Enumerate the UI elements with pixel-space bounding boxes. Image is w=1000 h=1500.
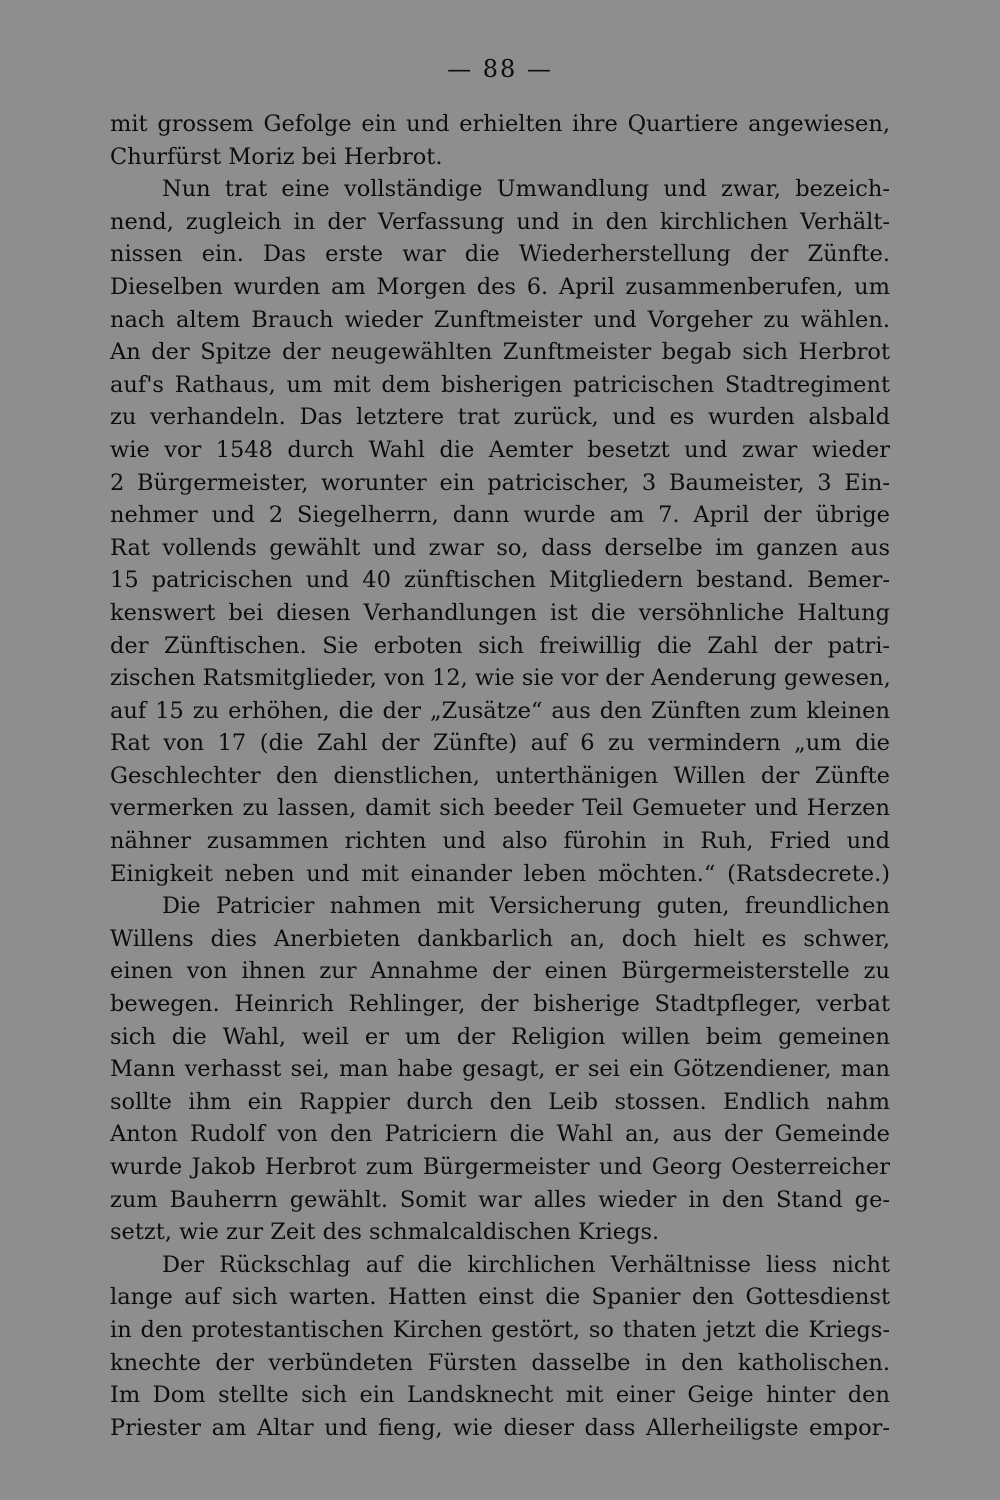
text-line: Einigkeit neben und mit einander leben möchten.“ (Ratsdecrete.) <box>110 860 890 887</box>
text-line: lange auf sich warten. Hatten einst die Spanier den Gottesdienst <box>110 1284 890 1311</box>
text-line: nissen ein. Das erste war die Wiederherstellung der Zünfte. <box>110 241 890 268</box>
text-line: Churfürst Moriz bei Herbrot. <box>110 143 443 170</box>
text-line: auf's Rathaus, um mit dem bisherigen patricischen Stadtregiment <box>110 371 890 398</box>
text-line: einen von ihnen zur Annahme der einen Bürgermeisterstelle zu <box>110 958 890 985</box>
text-line: Rat vollends gewählt und zwar so, dass derselbe im ganzen aus <box>110 534 890 561</box>
text-line: Anton Rudolf von den Patriciern die Wahl an, aus der Gemeinde <box>110 1121 890 1148</box>
text-line: An der Spitze der neugewählten Zunftmeister begab sich Herbrot <box>110 339 890 366</box>
text-line: Rat von 17 (die Zahl der Zünfte) auf 6 zu vermindern „um die <box>110 730 890 757</box>
page-number: — 88 — <box>447 55 553 83</box>
text-line: auf 15 zu erhöhen, die der „Zusätze“ aus den Zünften zum kleinen <box>110 697 890 724</box>
text-line: Dieselben wurden am Morgen des 6. April zusammenberufen, um <box>110 273 890 300</box>
text-line: Willens dies Anerbieten dankbarlich an, doch hielt es schwer, <box>110 925 890 952</box>
text-line: sich die Wahl, weil er um der Religion willen beim gemeinen <box>110 1023 890 1050</box>
text-line: Die Patricier nahmen mit Versicherung guten, freundlichen <box>162 893 890 920</box>
text-line: setzt, wie zur Zeit des schmalcaldischen Kriegs. <box>110 1219 660 1246</box>
text-line: nach altem Brauch wieder Zunftmeister und Vorgeher zu wählen. <box>110 306 890 333</box>
text-line: kenswert bei diesen Verhandlungen ist die versöhnliche Haltung <box>110 599 890 626</box>
text-line: Priester am Altar und fieng, wie dieser dass Allerheiligste empor- <box>110 1414 890 1441</box>
text-line: sollte ihm ein Rappier durch den Leib stossen. Endlich nahm <box>110 1088 890 1115</box>
text-line: bewegen. Heinrich Rehlinger, der bisherige Stadtpfleger, verbat <box>110 991 890 1018</box>
text-line: wurde Jakob Herbrot zum Bürgermeister und Georg Oesterreicher <box>110 1154 890 1180</box>
text-line: vermerken zu lassen, damit sich beeder Teil Gemueter und Herzen <box>110 795 890 822</box>
text-line: Mann verhasst sei, man habe gesagt, er sei ein Götzendiener, man <box>110 1056 890 1083</box>
body-text <box>110 108 890 1444</box>
text-line: zu verhandeln. Das letztere trat zurück, und es wurden alsbald <box>110 404 890 431</box>
text-line: nend, zugleich in der Verfassung und in den kirchlichen Verhält- <box>110 208 890 235</box>
text-line: 2 Bürgermeister, worunter ein patricischer, 3 Baumeister, 3 Ein- <box>110 469 890 496</box>
text-line: knechte der verbündeten Fürsten dasselbe in den katholischen. <box>110 1349 890 1376</box>
text-line: wie vor 1548 durch Wahl die Aemter besetzt und zwar wieder <box>110 436 890 463</box>
text-line: mit grossem Gefolge ein und erhielten ihre Quartiere angewiesen, <box>110 111 890 137</box>
text-line: Nun trat eine vollständige Umwandlung und zwar, bezeich- <box>162 176 890 203</box>
text-line: zischen Ratsmitglieder, von 12, wie sie vor der Aenderung gewesen, <box>110 665 891 692</box>
text-line: 15 patricischen und 40 zünftischen Mitgliedern bestand. Bemer- <box>110 567 890 594</box>
text-line: der Zünftischen. Sie erboten sich freiwillig die Zahl der patri- <box>110 632 890 659</box>
text-line: Im Dom stellte sich ein Landsknecht mit einer Geige hinter den <box>110 1382 890 1409</box>
text-line: Geschlechter den dienstlichen, unterthänigen Willen der Zünfte <box>110 762 890 789</box>
text-line: zum Bauherrn gewählt. Somit war alles wieder in den Stand ge- <box>110 1186 890 1213</box>
text-line: in den protestantischen Kirchen gestört, so thaten jetzt die Kriegs- <box>110 1316 890 1343</box>
text-line: nähner zusammen richten und also fürohin in Ruh, Fried und <box>110 828 890 855</box>
text-line: Der Rückschlag auf die kirchlichen Verhältnisse liess nicht <box>162 1251 890 1278</box>
text-line: nehmer und 2 Siegelherrn, dann wurde am 7. April der übrige <box>110 502 890 529</box>
